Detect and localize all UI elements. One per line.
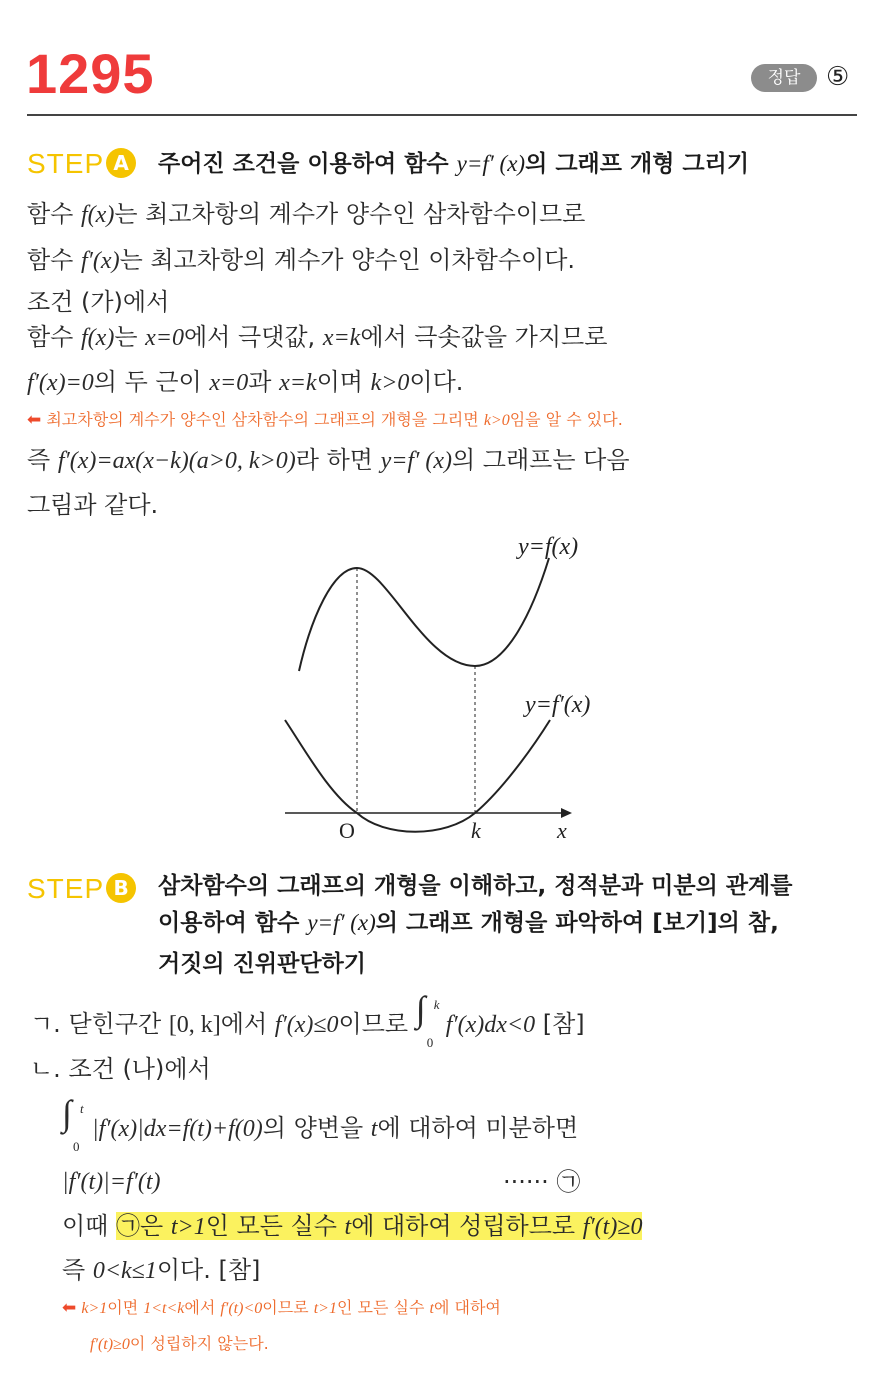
text: 이용하여 함수	[158, 910, 308, 936]
math: f′(x)≤0	[274, 1012, 339, 1038]
math: f′(x)dx<0	[445, 1012, 536, 1038]
text: 인 모든 실수	[205, 1212, 345, 1240]
answer-badge: 정답	[751, 64, 817, 92]
highlighted-statement	[116, 1212, 642, 1240]
math: y=f′ (x)	[380, 448, 452, 474]
text: 의 두 근이	[93, 368, 210, 396]
integral	[415, 989, 446, 1050]
note-math: f′(t)<0	[220, 1300, 263, 1317]
body-a-line-3: 조건 (가)에서	[27, 288, 170, 316]
integral-upper-limit: k	[433, 997, 440, 1012]
step-b-badge: B	[106, 873, 136, 903]
math: |f′(x)|dx=f(t)+f(0)	[92, 1116, 263, 1142]
text: 의 그래프는 다음	[451, 446, 630, 474]
step-a-badge: A	[106, 148, 136, 178]
text: 이다.	[409, 368, 464, 396]
note-text: 이 성립하지 않는다.	[129, 1334, 269, 1353]
note-text: 에서	[184, 1298, 221, 1317]
math: x=0	[145, 325, 184, 351]
text: 에서	[220, 1010, 275, 1038]
label-k: k	[471, 818, 481, 843]
note-text: 에 대하여	[433, 1298, 501, 1317]
text: 이며	[316, 368, 371, 396]
integral-sign-icon: ∫	[62, 1093, 72, 1133]
x-axis-arrow	[561, 808, 572, 818]
note-text: 이면	[107, 1298, 144, 1317]
text: 이므로	[338, 1010, 416, 1038]
item-nieun-line-1	[62, 1093, 579, 1154]
cubic-curve	[299, 558, 549, 671]
note-text: 인 모든 실수	[336, 1298, 430, 1317]
integral-lower-limit: 0	[73, 1139, 80, 1154]
parabola-curve	[285, 720, 550, 832]
body-a-line-2	[27, 243, 575, 278]
integral-sign-icon: ∫	[415, 989, 426, 1029]
text: [참]	[535, 1010, 585, 1038]
step-b-heading	[27, 871, 136, 907]
step-b-title-line-1: 삼차함수의 그래프의 개형을 이해하고, 정적분과 미분의 관계를	[158, 873, 793, 899]
body-a-line-7: 그림과 같다.	[27, 491, 159, 519]
problem-number: 1295	[26, 42, 155, 105]
equation-tag: ······ ㉠	[503, 1168, 581, 1196]
math: t>1	[170, 1214, 206, 1240]
arrow-left-icon: ⬅	[62, 1298, 77, 1318]
body-a-line-4	[27, 320, 607, 355]
text: 이때	[62, 1212, 116, 1240]
text: 에서 극솟값을 가지므로	[360, 323, 608, 351]
item-nieun-heading: ㄴ. 조건 (나)에서	[30, 1055, 211, 1083]
text: 즉	[27, 446, 58, 474]
text: 에 대하여 성립하므로	[351, 1212, 583, 1240]
step-a-title-text-2: 의 그래프 개형 그리기	[525, 151, 750, 177]
note-text: 임을 알 수 있다.	[509, 410, 623, 429]
body-a-line-6	[27, 443, 630, 478]
math: 0<k≤1	[92, 1258, 157, 1284]
text: 라 하면	[295, 446, 381, 474]
math: f(x)	[81, 202, 115, 228]
step-a-title-text: 주어진 조건을 이용하여 함수	[158, 151, 457, 177]
body-a-line-1	[27, 197, 585, 232]
text: ㄱ. 닫힌구간	[30, 1010, 169, 1038]
note-1	[27, 408, 623, 433]
text: 는 최고차항의 계수가 양수인 삼차함수이므로	[114, 200, 586, 228]
body-a-line-5	[27, 365, 463, 400]
step-a-title-math: y=f′ (x)	[456, 151, 526, 176]
step-a-heading	[27, 146, 136, 182]
math: f′(x)=0	[27, 370, 94, 396]
text: 함수	[27, 200, 81, 228]
note-math: k>0	[483, 412, 510, 429]
function-graph	[275, 520, 615, 850]
step-a-title	[158, 146, 749, 182]
note-2	[62, 1296, 501, 1321]
text: 는 최고차항의 계수가 양수인 이차함수이다.	[119, 246, 576, 274]
math: x=k	[322, 325, 361, 351]
note-math: k>1	[81, 1300, 108, 1317]
note-text: 이므로	[262, 1298, 314, 1317]
header-divider	[27, 114, 857, 116]
note-text: 최고차항의 계수가 양수인 삼차함수의 그래프의 개형을 그리면	[46, 410, 484, 429]
math: f(x)	[81, 325, 115, 351]
label-origin: O	[339, 818, 355, 843]
text: 즉	[62, 1256, 93, 1284]
step-b-title-line-2	[158, 905, 779, 941]
integral-lower-limit: 0	[426, 1035, 434, 1050]
text: 과	[248, 368, 280, 396]
label-parabola: y=f′(x)	[525, 692, 591, 718]
label-cubic: y=f(x)	[518, 534, 579, 560]
math: k>0	[370, 370, 410, 396]
text: 이다. [참]	[156, 1256, 261, 1284]
integral-upper-limit: t	[80, 1101, 84, 1116]
item-nieun-line-3	[62, 1253, 260, 1288]
math: t	[344, 1214, 352, 1240]
text: 에 대하여 미분하면	[377, 1114, 579, 1142]
math: f′(x)=ax(x−k)(a>0, k>0)	[57, 448, 296, 474]
math: y=f′ (x)	[307, 910, 376, 935]
math: x=k	[279, 370, 317, 396]
math: f′(x)	[81, 248, 120, 274]
text: 에서 극댓값,	[184, 323, 323, 351]
answer-value: ⑤	[826, 62, 850, 92]
integral	[62, 1093, 92, 1154]
math: t	[370, 1116, 378, 1142]
text: 함수	[27, 323, 81, 351]
math: x=0	[209, 370, 249, 396]
math: [0, k]	[168, 1012, 221, 1038]
note-math: 1<t<k	[143, 1300, 185, 1317]
text: 는	[114, 323, 146, 351]
equation-1: |f′(t)|=f′(t)	[62, 1169, 161, 1195]
label-x: x	[557, 818, 567, 843]
note-math: f′(t)≥0	[90, 1336, 130, 1353]
text: 의 그래프 개형을 파악하여 [보기]의 참,	[375, 910, 779, 936]
item-giyeok	[30, 989, 585, 1050]
text: 의 양변을	[262, 1114, 371, 1142]
text: 함수	[27, 246, 81, 274]
math: f′(t)≥0	[582, 1214, 643, 1240]
step-b-title-line-3: 거짓의 진위판단하기	[158, 951, 366, 977]
step-a-label: STEP	[27, 148, 105, 179]
arrow-left-icon: ⬅	[27, 410, 42, 430]
item-nieun-line-2	[62, 1209, 642, 1244]
note-math: t>1	[313, 1300, 337, 1317]
note-math: t	[429, 1300, 434, 1317]
text: ㉠은	[116, 1212, 171, 1240]
step-b-label: STEP	[27, 873, 105, 904]
note-3	[90, 1332, 269, 1357]
